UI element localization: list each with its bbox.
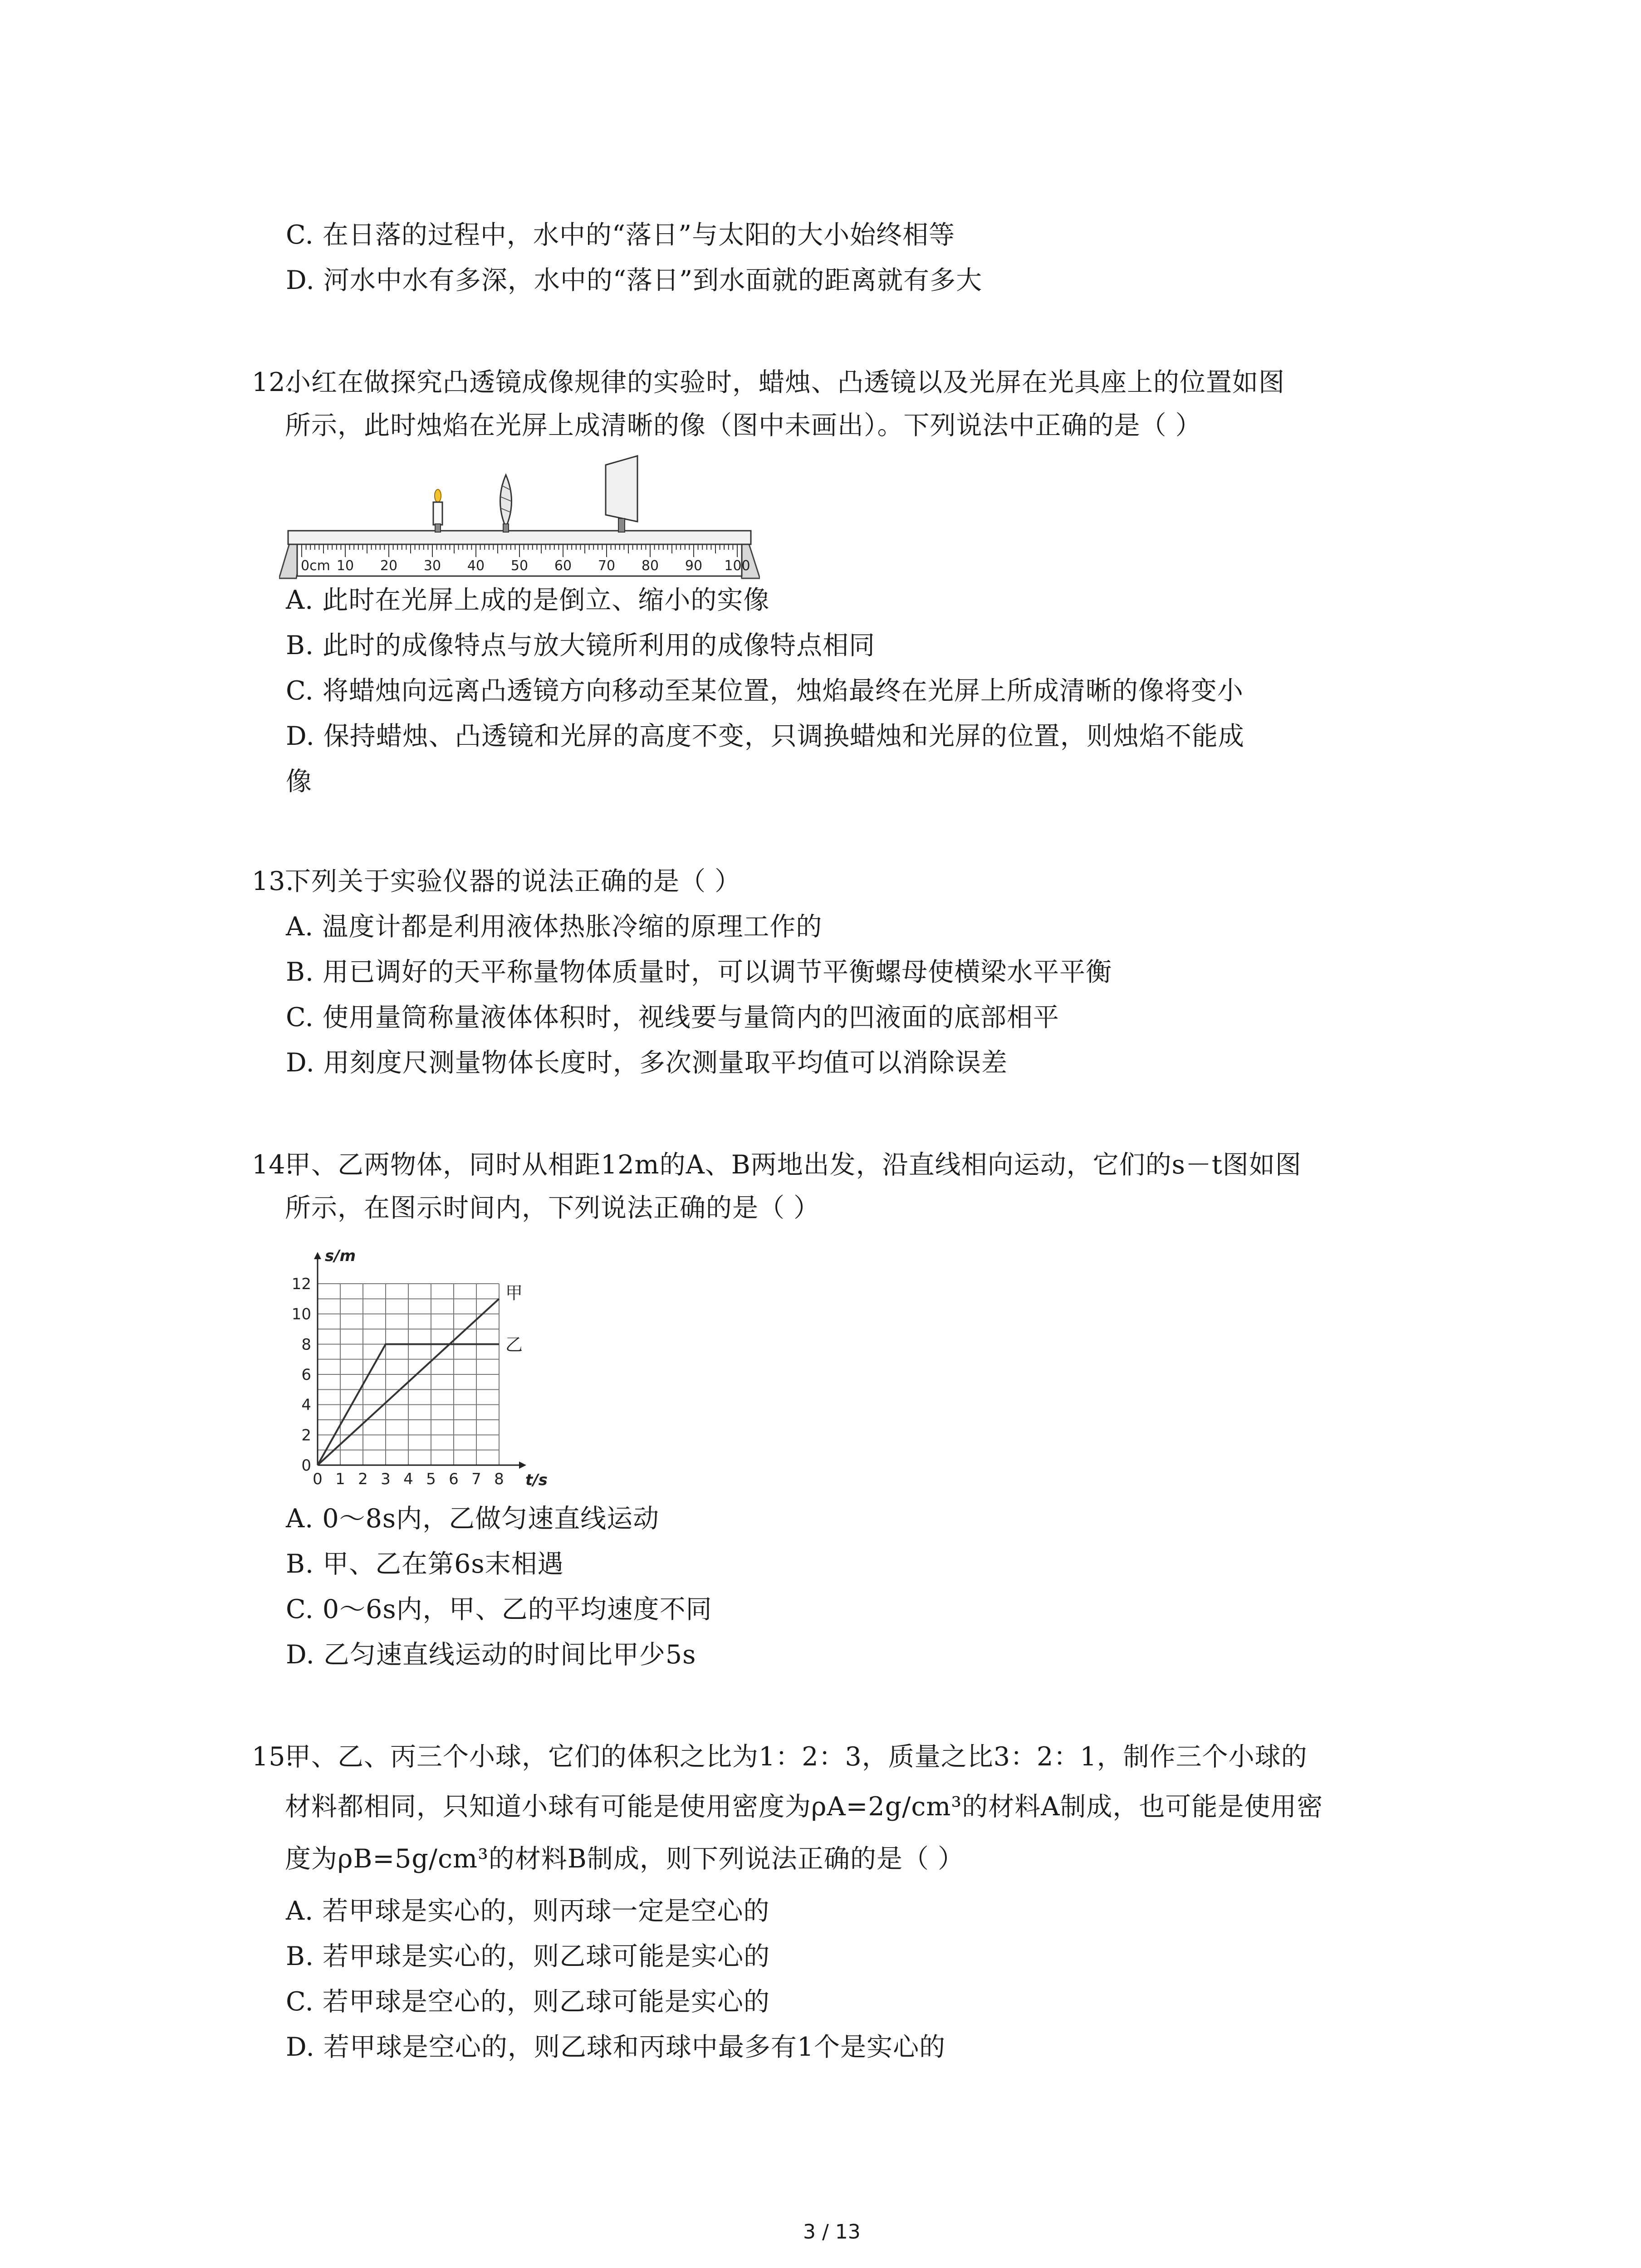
x-tick-label: 4 — [403, 1470, 413, 1488]
bench-label: 70 — [598, 558, 616, 574]
q12-stem-line1: 小红在做探究凸透镜成像规律的实验时，蜡烛、凸透镜以及光屏在光具座上的位置如图 — [285, 367, 1285, 397]
series-label: 甲 — [505, 1283, 523, 1303]
q11-option-c: C. 在日落的过程中，水中的“落日”与太阳的大小始终相等 — [286, 220, 955, 250]
q14-option-d: D. 乙匀速直线运动的时间比甲少5s — [286, 1640, 696, 1670]
q15-number: 15. — [252, 1742, 294, 1772]
bench-label: 60 — [554, 558, 572, 574]
y-tick-label: 4 — [301, 1396, 311, 1414]
q12-option-a: A. 此时在光屏上成的是倒立、缩小的实像 — [286, 585, 770, 615]
q15-option-a: A. 若甲球是实心的，则丙球一定是空心的 — [286, 1896, 770, 1926]
y-axis-label: s/m — [325, 1247, 356, 1265]
q12-stem-line2: 所示，此时烛焰在光屏上成清晰的像（图中未画出）。下列说法中正确的是（ ） — [285, 411, 1202, 440]
candle-icon — [433, 489, 442, 532]
q14-option-b: B. 甲、乙在第6s末相遇 — [286, 1549, 564, 1579]
q14-stem-line2: 所示，在图示时间内，下列说法正确的是（ ） — [285, 1193, 820, 1223]
bench-label: 100 — [724, 558, 750, 574]
q13-option-c: C. 使用量筒称量液体体积时，视线要与量筒内的凹液面的底部相平 — [286, 1002, 1059, 1032]
bench-label: 40 — [467, 558, 485, 574]
series-label: 乙 — [505, 1334, 523, 1355]
q13-stem: 下列关于实验仪器的说法正确的是（ ） — [285, 866, 741, 896]
chart-axes — [314, 1252, 526, 1469]
light-screen-icon — [606, 456, 637, 532]
q13-number: 13. — [252, 866, 294, 896]
bench-label: 90 — [685, 558, 703, 574]
chart-grid — [318, 1284, 499, 1465]
x-tick-label: 7 — [471, 1470, 481, 1488]
x-tick-label: 1 — [335, 1470, 345, 1488]
bench-label: 30 — [423, 558, 441, 574]
q13-option-b: B. 用已调好的天平称量物体质量时，可以调节平衡螺母使横梁水平平衡 — [286, 957, 1112, 987]
x-tick-label: 8 — [494, 1470, 504, 1488]
optical-bench-figure — [279, 451, 760, 587]
y-axis-arrow — [314, 1252, 321, 1259]
bench-label: 20 — [380, 558, 398, 574]
q14-number: 14. — [252, 1150, 294, 1180]
bench-label: 10 — [336, 558, 354, 574]
bench-label: 0cm — [301, 558, 330, 574]
y-tick-label: 2 — [301, 1426, 311, 1445]
q14-stem-line1: 甲、乙两物体，同时从相距12m的A、B两地出发，沿直线相向运动，它们的s－t图如图 — [285, 1150, 1302, 1180]
x-tick-label: 2 — [358, 1470, 368, 1488]
q13-option-d: D. 用刻度尺测量物体长度时，多次测量取平均值可以消除误差 — [286, 1048, 1008, 1078]
bench-rail-top — [288, 531, 751, 544]
x-tick-label: 6 — [449, 1470, 459, 1488]
q15-option-b: B. 若甲球是实心的，则乙球可能是实心的 — [286, 1941, 770, 1971]
x-axis-arrow — [519, 1461, 526, 1469]
q11-option-d: D. 河水中水有多深，水中的“落日”到水面就的距离就有多大 — [286, 265, 983, 295]
q12-option-d-line2: 像 — [286, 767, 312, 797]
q15-stem-line3: 度为ρB=5g/cm³的材料B制成，则下列说法正确的是（ ） — [285, 1844, 964, 1874]
s-t-chart — [277, 1238, 567, 1492]
y-tick-label: 12 — [291, 1275, 311, 1293]
q15-stem-line1: 甲、乙、丙三个小球，它们的体积之比为1：2：3，质量之比3：2：1，制作三个小球的 — [285, 1742, 1308, 1772]
y-tick-label: 8 — [301, 1335, 311, 1354]
x-axis-label: t/s — [525, 1471, 548, 1489]
y-tick-label: 6 — [301, 1366, 311, 1384]
q12-number: 12. — [252, 367, 294, 397]
bench-label: 80 — [641, 558, 659, 574]
page-number: 3 / 13 — [803, 2220, 861, 2244]
q13-option-a: A. 温度计都是利用液体热胀冷缩的原理工作的 — [286, 912, 823, 942]
q15-stem-line2: 材料都相同，只知道小球有可能是使用密度为ρA=2g/cm³的材料A制成，也可能是使用密 — [285, 1792, 1323, 1822]
q14-option-c: C. 0～6s内，甲、乙的平均速度不同 — [286, 1594, 712, 1624]
x-tick-label: 3 — [381, 1470, 391, 1488]
q12-option-b: B. 此时的成像特点与放大镜所利用的成像特点相同 — [286, 631, 876, 660]
q15-option-c: C. 若甲球是空心的，则乙球可能是实心的 — [286, 1987, 770, 2017]
convex-lens-icon — [500, 475, 512, 532]
bench-label: 50 — [510, 558, 529, 574]
x-tick-label: 0 — [313, 1470, 323, 1488]
y-tick-label: 10 — [291, 1305, 311, 1324]
q12-option-d-line1: D. 保持蜡烛、凸透镜和光屏的高度不变，只调换蜡烛和光屏的位置，则烛焰不能成 — [286, 721, 1244, 751]
y-tick-label: 0 — [301, 1457, 311, 1475]
x-tick-label: 5 — [426, 1470, 436, 1488]
q14-option-a: A. 0～8s内，乙做匀速直线运动 — [286, 1504, 660, 1534]
q15-option-d: D. 若甲球是空心的，则乙球和丙球中最多有1个是实心的 — [286, 2032, 946, 2062]
q12-option-c: C. 将蜡烛向远离凸透镜方向移动至某位置，烛焰最终在光屏上所成清晰的像将变小 — [286, 676, 1244, 706]
